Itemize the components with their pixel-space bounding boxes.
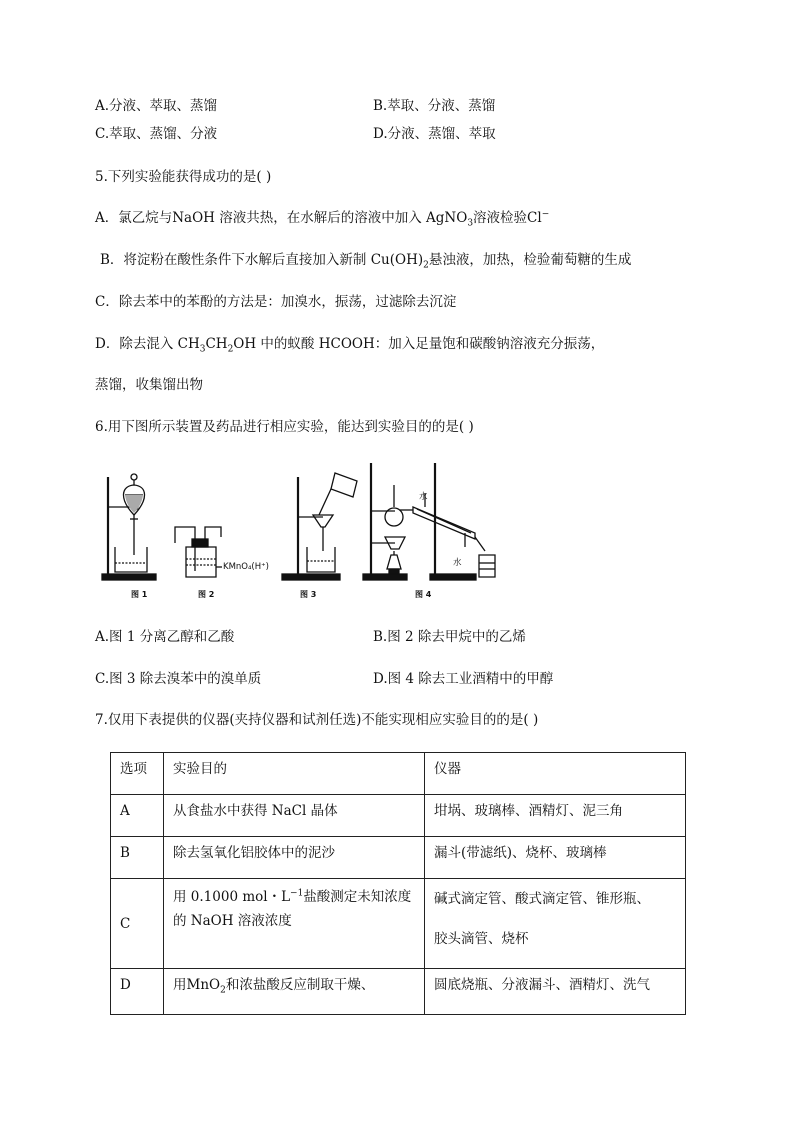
- gas-washing-bottle: [175, 527, 222, 577]
- row-a-option: A: [111, 795, 164, 837]
- q5-option-d: D．除去混入 $CH_3CH_2OH$ 中的蚁酸 HCOOH：加入足量饱和碳酸钠溶液充分振荡，: [95, 336, 605, 355]
- q6-stem: 6.用下图所示装置及药品进行相应实验，能达到实验目的的是( ): [95, 419, 474, 435]
- table-row: [111, 795, 686, 837]
- figure-3-caption: 图 3: [300, 590, 317, 599]
- row-c-instruments: 碱式滴定管、酸式滴定管、锥形瓶、 胶头滴管、烧杯: [425, 879, 686, 969]
- q4-option-c: C.萃取、蒸馏、分液: [95, 126, 218, 142]
- q5-option-c: C．除去苯中的苯酚的方法是：加溴水，振荡，过滤除去沉淀: [95, 294, 457, 310]
- table-row: [111, 837, 686, 879]
- q4-option-a: A.分液、萃取、蒸馏: [95, 98, 218, 114]
- row-a-purpose: 从食盐水中获得 NaCl 晶体: [164, 795, 425, 837]
- q5-option-a: A．氯乙烷与NaOH 溶液共热，在水解后的溶液中加入 AgNO$_3$溶液检验Cl−: [95, 209, 550, 229]
- q7-table: [110, 752, 686, 1015]
- q6-option-a: A.图 1 分离乙醇和乙酸: [95, 629, 235, 645]
- kmno4-label: KMnO₄(H⁺): [223, 562, 269, 572]
- filtration-apparatus: [282, 473, 357, 580]
- header-option: 选项: [111, 753, 164, 795]
- q6-option-d: D.图 4 除去工业酒精中的甲醇: [373, 671, 554, 687]
- q6-option-c: C.图 3 除去溴苯中的溴单质: [95, 671, 262, 687]
- water-inlet-label: 水: [453, 558, 462, 568]
- figure-4-caption: 图 4: [415, 590, 432, 599]
- q4-option-d: D.分液、蒸馏、萃取: [373, 126, 496, 142]
- row-b-instruments: 漏斗(带滤纸)、烧杯、玻璃棒: [425, 837, 686, 879]
- q5-option-b: B．将淀粉在酸性条件下水解后直接加入新制 $Cu(OH)_2$悬浊液，加热，检验葡萄糖的生成: [100, 252, 632, 271]
- header-instruments: 仪器: [425, 753, 686, 795]
- row-a-instruments: 坩埚、玻璃棒、酒精灯、泥三角: [425, 795, 686, 837]
- row-d-instruments: 圆底烧瓶、分液漏斗、酒精灯、洗气: [425, 969, 686, 1015]
- apparatus-figure: [95, 455, 515, 600]
- row-b-purpose: 除去氢氧化铝胶体中的泥沙: [164, 837, 425, 879]
- table-row: [111, 879, 686, 969]
- table-row: [111, 969, 686, 1015]
- q4-option-b: B.萃取、分液、蒸馏: [373, 98, 496, 114]
- row-d-option: D: [111, 969, 164, 1015]
- separatory-funnel-apparatus: [102, 474, 156, 580]
- row-b-option: B: [111, 837, 164, 879]
- figure-2-caption: 图 2: [198, 590, 215, 599]
- row-d-purpose: 用MnO$_2$和浓盐酸反应制取干燥、: [164, 969, 425, 1015]
- header-purpose: 实验目的: [164, 753, 425, 795]
- distillation-apparatus: [363, 463, 495, 580]
- table-header-row: [111, 753, 686, 795]
- water-outlet-label: 水: [419, 492, 428, 502]
- row-c-purpose: 用 0.1000 mol・$L^{-1}$盐酸测定未知浓度 的 NaOH 溶液浓度: [164, 879, 425, 969]
- q5-option-d-continued: 蒸馏，收集馏出物: [95, 377, 203, 393]
- q6-option-b: B.图 2 除去甲烷中的乙烯: [373, 629, 526, 645]
- figure-1-caption: 图 1: [131, 590, 148, 599]
- q5-stem: 5.下列实验能获得成功的是( ): [95, 169, 272, 185]
- row-c-option: C: [111, 879, 164, 969]
- q7-stem: 7.仅用下表提供的仪器(夹持仪器和试剂任选)不能实现相应实验目的的是( ): [95, 712, 539, 728]
